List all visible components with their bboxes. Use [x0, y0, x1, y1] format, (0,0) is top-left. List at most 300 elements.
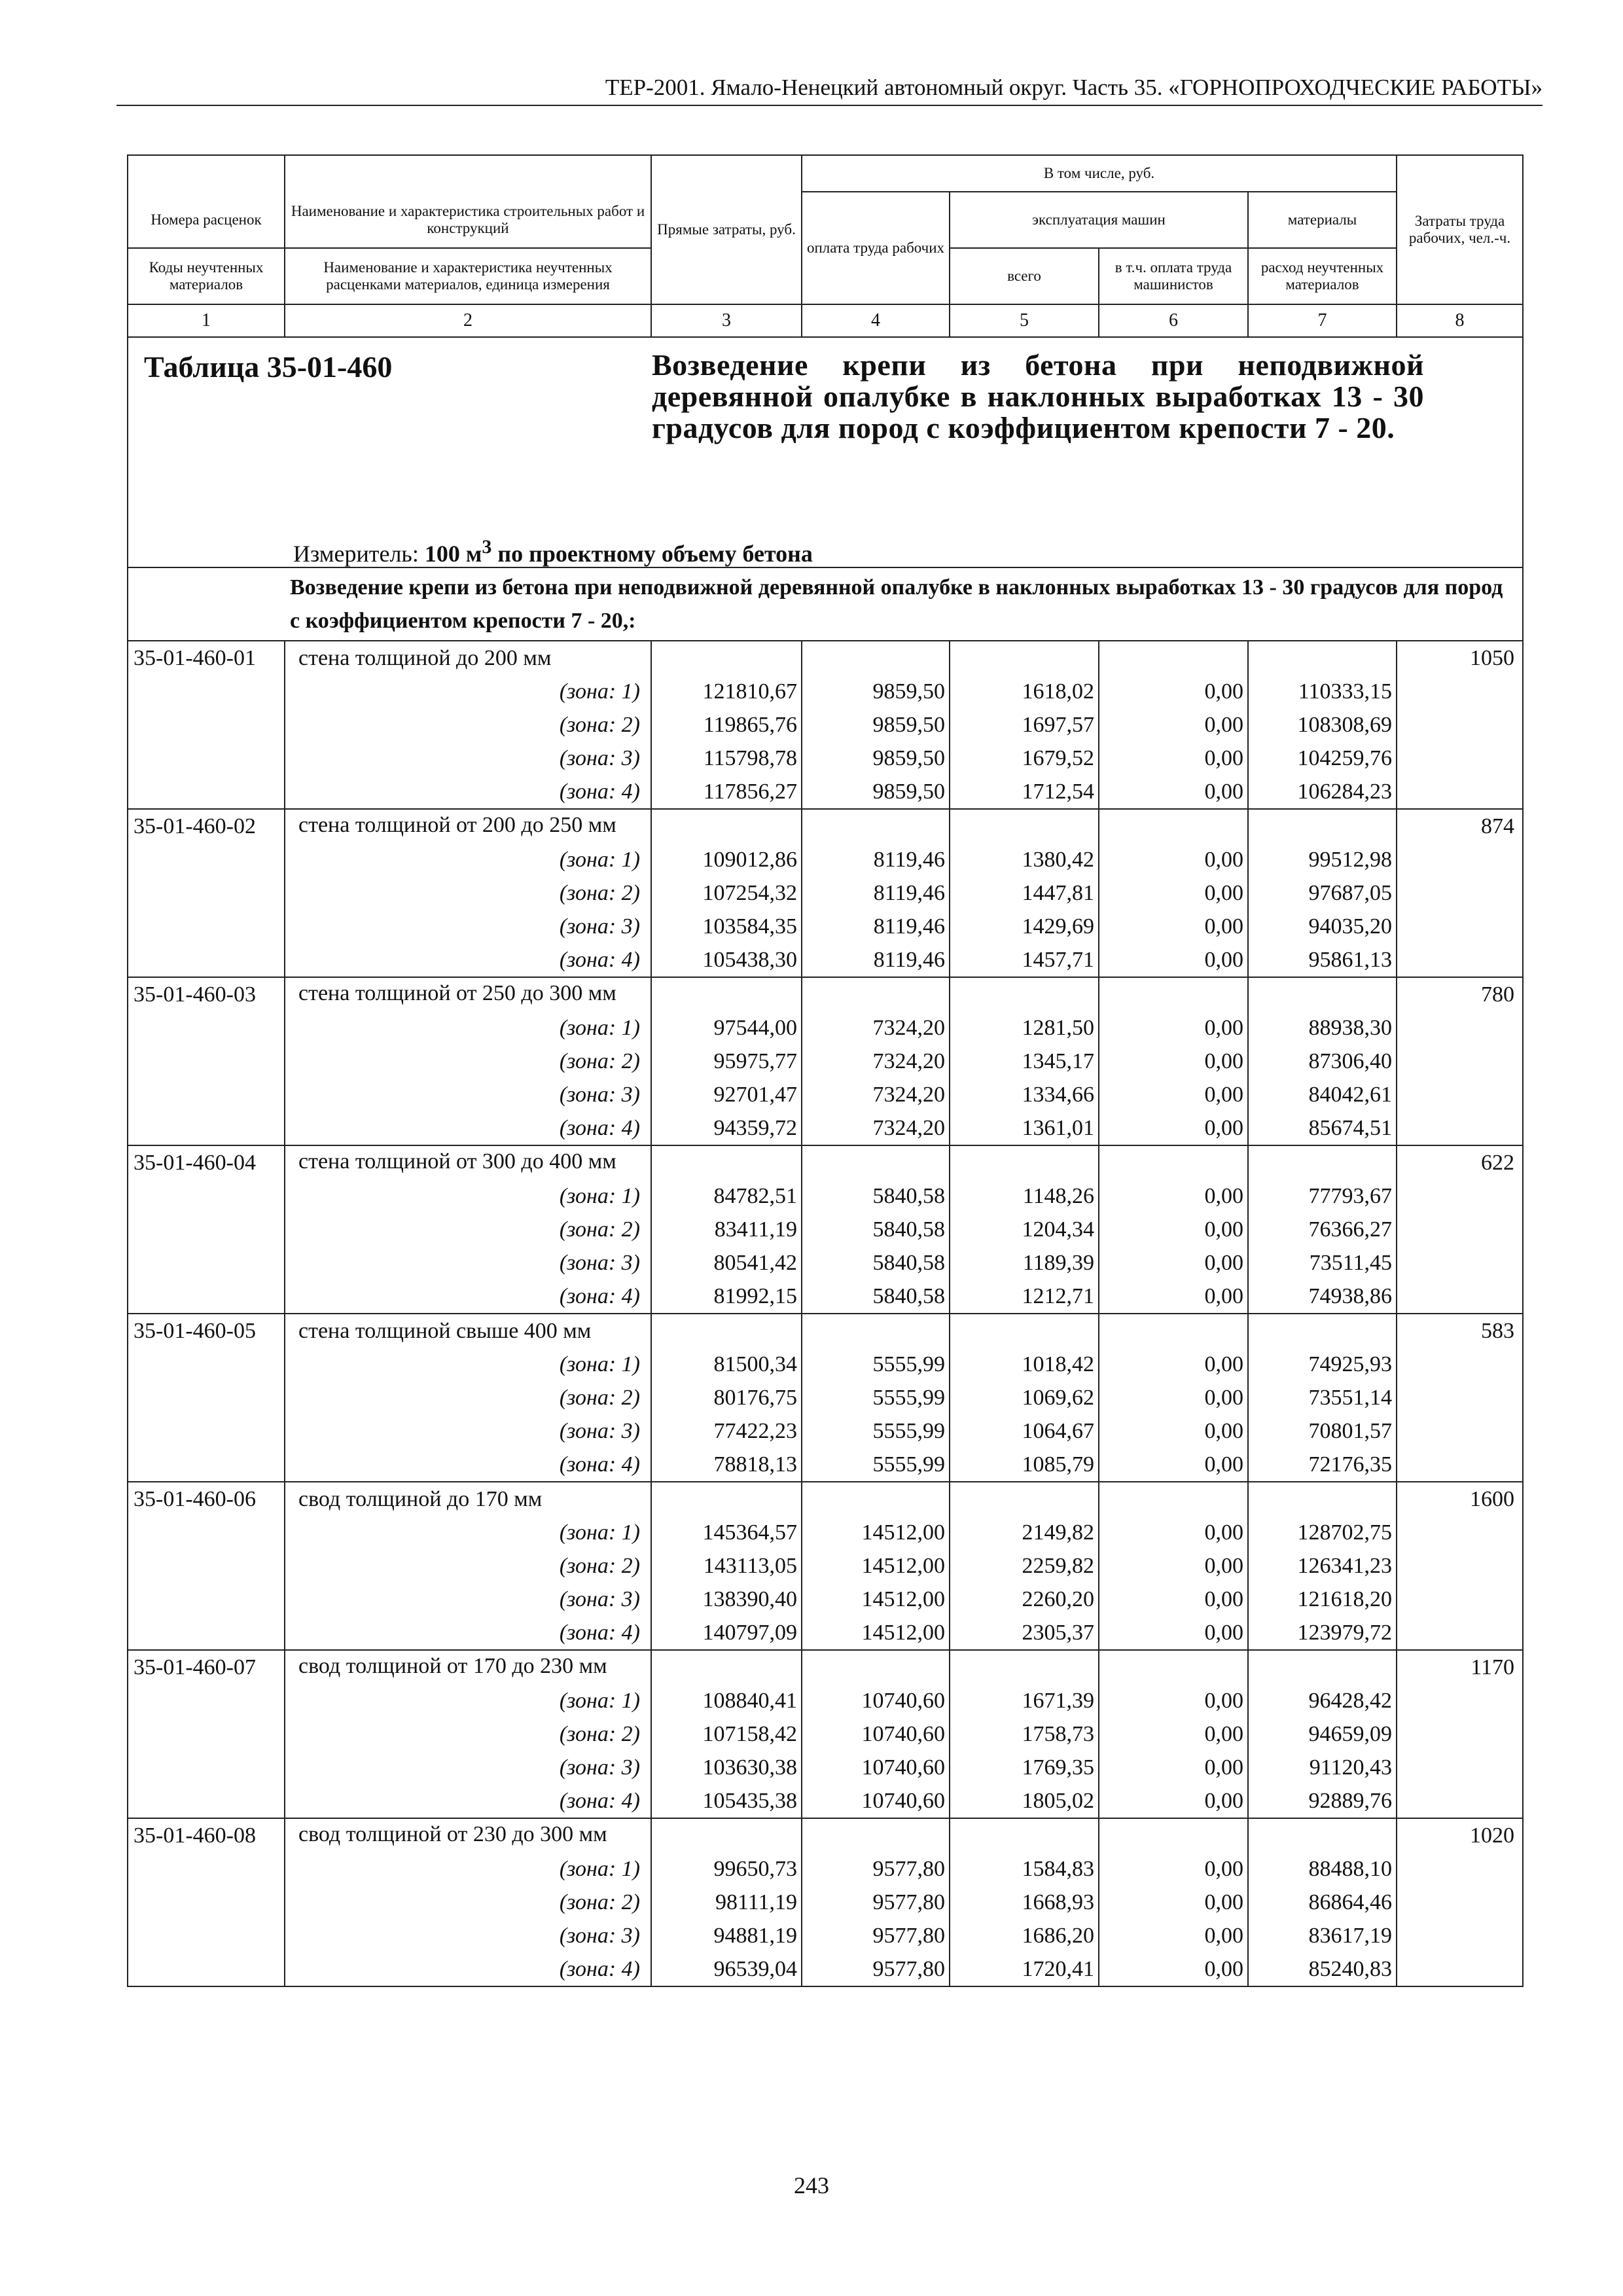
work-name: стена толщиной свыше 400 мм [285, 1314, 651, 1348]
rate-item-row [128, 1818, 1523, 1852]
materials-total: 88938,30 [1248, 1011, 1397, 1045]
operator-wages: 0,00 [1099, 1246, 1248, 1280]
zone-row [128, 843, 1523, 876]
empty-cell [950, 641, 1099, 675]
materials-total: 110333,15 [1248, 675, 1397, 708]
price-table [127, 154, 1524, 1987]
empty-cell [950, 977, 1099, 1011]
machine-total: 1686,20 [950, 1919, 1099, 1952]
zone-label: (зона: 2) [285, 876, 651, 910]
empty-cell [128, 708, 285, 742]
header-machine-total: всего [950, 248, 1099, 304]
operator-wages: 0,00 [1099, 1784, 1248, 1818]
header-unaccounted-codes: Коды неучтенных материалов [128, 248, 285, 304]
machine-total: 1069,62 [950, 1381, 1099, 1414]
zone-label: (зона: 4) [285, 1280, 651, 1314]
empty-cell [128, 1045, 285, 1078]
empty-cell [802, 1314, 950, 1348]
worker-wages: 8119,46 [802, 876, 950, 910]
column-number: 8 [1397, 304, 1523, 337]
machine-total: 1064,67 [950, 1414, 1099, 1448]
machine-total: 1447,81 [950, 876, 1099, 910]
empty-cell [1397, 742, 1523, 775]
direct-costs: 94881,19 [651, 1919, 802, 1952]
machine-total: 1212,71 [950, 1280, 1099, 1314]
machine-total: 1361,01 [950, 1111, 1099, 1145]
zone-row [128, 1045, 1523, 1078]
empty-cell [128, 1381, 285, 1414]
direct-costs: 115798,78 [651, 742, 802, 775]
direct-costs: 96539,04 [651, 1952, 802, 1986]
zone-row [128, 876, 1523, 910]
zone-label: (зона: 4) [285, 1784, 651, 1818]
rate-item-row [128, 1650, 1523, 1684]
rate-code: 35-01-460-04 [128, 1145, 285, 1179]
header-rate-numbers: Номера расценок [128, 192, 285, 248]
empty-cell [128, 1886, 285, 1919]
labor-cost: 1170 [1397, 1650, 1523, 1684]
empty-cell [1397, 708, 1523, 742]
operator-wages: 0,00 [1099, 1684, 1248, 1717]
direct-costs: 81500,34 [651, 1348, 802, 1381]
direct-costs: 105438,30 [651, 943, 802, 977]
empty-cell [802, 641, 950, 675]
zone-label: (зона: 1) [285, 1516, 651, 1549]
direct-costs: 121810,67 [651, 675, 802, 708]
machine-total: 1334,66 [950, 1078, 1099, 1111]
empty-cell [1397, 1179, 1523, 1213]
operator-wages: 0,00 [1099, 1213, 1248, 1246]
direct-costs: 77422,23 [651, 1414, 802, 1448]
empty-cell [950, 1145, 1099, 1179]
direct-costs: 109012,86 [651, 843, 802, 876]
empty-cell [128, 1717, 285, 1751]
zone-label: (зона: 2) [285, 1213, 651, 1246]
worker-wages: 8119,46 [802, 843, 950, 876]
empty-cell [1248, 641, 1397, 675]
rate-code: 35-01-460-06 [128, 1482, 285, 1516]
operator-wages: 0,00 [1099, 1549, 1248, 1583]
empty-cell [1397, 1684, 1523, 1717]
worker-wages: 5555,99 [802, 1381, 950, 1414]
empty-cell [950, 1482, 1099, 1516]
zone-label: (зона: 3) [285, 910, 651, 943]
zone-label: (зона: 2) [285, 1045, 651, 1078]
worker-wages: 10740,60 [802, 1751, 950, 1784]
materials-total: 94659,09 [1248, 1717, 1397, 1751]
materials-total: 95861,13 [1248, 943, 1397, 977]
zone-row [128, 1784, 1523, 1818]
direct-costs: 94359,72 [651, 1111, 802, 1145]
zone-row [128, 775, 1523, 809]
direct-costs: 103584,35 [651, 910, 802, 943]
rate-item-row [128, 1482, 1523, 1516]
zone-label: (зона: 3) [285, 1414, 651, 1448]
empty-cell [1397, 1919, 1523, 1952]
direct-costs: 84782,51 [651, 1179, 802, 1213]
direct-costs: 103630,38 [651, 1751, 802, 1784]
machine-total: 1204,34 [950, 1213, 1099, 1246]
rate-item-row [128, 1145, 1523, 1179]
zone-row [128, 708, 1523, 742]
empty-cell [128, 843, 285, 876]
empty-cell [950, 1650, 1099, 1684]
zone-label: (зона: 1) [285, 1684, 651, 1717]
empty-cell [1397, 1246, 1523, 1280]
empty-cell [128, 1549, 285, 1583]
worker-wages: 14512,00 [802, 1516, 950, 1549]
materials-total: 94035,20 [1248, 910, 1397, 943]
materials-total: 126341,23 [1248, 1549, 1397, 1583]
worker-wages: 8119,46 [802, 943, 950, 977]
materials-total: 108308,69 [1248, 708, 1397, 742]
header-worker-wages: оплата труда рабочих [802, 192, 950, 304]
operator-wages: 0,00 [1099, 1852, 1248, 1886]
zone-label: (зона: 2) [285, 708, 651, 742]
column-number: 3 [651, 304, 802, 337]
empty-cell [128, 1583, 285, 1616]
direct-costs: 99650,73 [651, 1852, 802, 1886]
operator-wages: 0,00 [1099, 1078, 1248, 1111]
zone-label: (зона: 3) [285, 1078, 651, 1111]
worker-wages: 9859,50 [802, 775, 950, 809]
machine-total: 2149,82 [950, 1516, 1099, 1549]
header-operator-wages: в т.ч. оплата труда машинистов [1099, 248, 1248, 304]
empty-cell [1397, 943, 1523, 977]
machine-total: 1769,35 [950, 1751, 1099, 1784]
zone-row [128, 1111, 1523, 1145]
zone-label: (зона: 4) [285, 775, 651, 809]
operator-wages: 0,00 [1099, 876, 1248, 910]
zone-label: (зона: 1) [285, 1348, 651, 1381]
direct-costs: 119865,76 [651, 708, 802, 742]
header-unaccounted-consumption: расход неучтенных материалов [1248, 248, 1397, 304]
direct-costs: 95975,77 [651, 1045, 802, 1078]
materials-total: 87306,40 [1248, 1045, 1397, 1078]
machine-total: 1429,69 [950, 910, 1099, 943]
operator-wages: 0,00 [1099, 1751, 1248, 1784]
operator-wages: 0,00 [1099, 1111, 1248, 1145]
header-labor-costs: Затраты труда рабочих, чел.-ч. [1397, 155, 1523, 304]
operator-wages: 0,00 [1099, 1414, 1248, 1448]
empty-cell [1397, 1852, 1523, 1886]
machine-total: 1720,41 [950, 1952, 1099, 1986]
worker-wages: 9859,50 [802, 675, 950, 708]
machine-total: 1345,17 [950, 1045, 1099, 1078]
empty-cell [1099, 977, 1248, 1011]
operator-wages: 0,00 [1099, 708, 1248, 742]
work-name: стена толщиной от 300 до 400 мм [285, 1145, 651, 1179]
worker-wages: 9577,80 [802, 1886, 950, 1919]
empty-cell [1397, 675, 1523, 708]
empty-cell [128, 1852, 285, 1886]
materials-total: 86864,46 [1248, 1886, 1397, 1919]
empty-cell [1099, 1650, 1248, 1684]
empty-cell [128, 1448, 285, 1482]
empty-cell [1248, 1145, 1397, 1179]
column-number: 5 [950, 304, 1099, 337]
labor-cost: 583 [1397, 1314, 1523, 1348]
operator-wages: 0,00 [1099, 1011, 1248, 1045]
empty-cell [128, 1348, 285, 1381]
materials-total: 85240,83 [1248, 1952, 1397, 1986]
section-blank [128, 567, 285, 641]
direct-costs: 83411,19 [651, 1213, 802, 1246]
materials-total: 83617,19 [1248, 1919, 1397, 1952]
work-name: стена толщиной до 200 мм [285, 641, 651, 675]
empty-cell [1397, 1616, 1523, 1650]
empty-cell [128, 1111, 285, 1145]
worker-wages: 10740,60 [802, 1684, 950, 1717]
column-number: 7 [1248, 304, 1397, 337]
worker-wages: 10740,60 [802, 1717, 950, 1751]
worker-wages: 9859,50 [802, 708, 950, 742]
empty-cell [128, 943, 285, 977]
machine-total: 2305,37 [950, 1616, 1099, 1650]
machine-total: 1457,71 [950, 943, 1099, 977]
worker-wages: 14512,00 [802, 1616, 950, 1650]
direct-costs: 80541,42 [651, 1246, 802, 1280]
empty-cell [128, 1011, 285, 1045]
materials-total: 104259,76 [1248, 742, 1397, 775]
zone-row [128, 1751, 1523, 1784]
header-materials: материалы [1248, 192, 1397, 248]
zone-label: (зона: 3) [285, 1751, 651, 1784]
worker-wages: 5555,99 [802, 1448, 950, 1482]
operator-wages: 0,00 [1099, 910, 1248, 943]
rate-code: 35-01-460-08 [128, 1818, 285, 1852]
empty-cell [802, 1818, 950, 1852]
worker-wages: 9859,50 [802, 742, 950, 775]
worker-wages: 7324,20 [802, 1078, 950, 1111]
empty-cell [128, 1516, 285, 1549]
rate-code: 35-01-460-05 [128, 1314, 285, 1348]
operator-wages: 0,00 [1099, 1179, 1248, 1213]
zone-label: (зона: 3) [285, 1919, 651, 1952]
labor-cost: 780 [1397, 977, 1523, 1011]
empty-cell [128, 1213, 285, 1246]
empty-cell [802, 1482, 950, 1516]
measure-label: Измеритель: [293, 541, 419, 567]
zone-row [128, 1448, 1523, 1482]
materials-total: 123979,72 [1248, 1616, 1397, 1650]
zone-row [128, 1078, 1523, 1111]
running-header: ТЕР-2001. Ямало-Ненецкий автономный округ. Часть 35. «ГОРНОПРОХОДЧЕСКИЕ РАБОТЫ» [116, 71, 1543, 106]
materials-total: 84042,61 [1248, 1078, 1397, 1111]
zone-row [128, 1684, 1523, 1717]
machine-total: 1712,54 [950, 775, 1099, 809]
empty-cell [950, 1818, 1099, 1852]
machine-total: 1018,42 [950, 1348, 1099, 1381]
empty-cell [1397, 1886, 1523, 1919]
zone-label: (зона: 1) [285, 1011, 651, 1045]
empty-cell [1397, 1583, 1523, 1616]
zone-label: (зона: 4) [285, 1952, 651, 1986]
materials-total: 128702,75 [1248, 1516, 1397, 1549]
empty-cell [1397, 1549, 1523, 1583]
column-number: 4 [802, 304, 950, 337]
zone-label: (зона: 1) [285, 675, 651, 708]
direct-costs: 78818,13 [651, 1448, 802, 1482]
rate-item-row [128, 641, 1523, 675]
operator-wages: 0,00 [1099, 1616, 1248, 1650]
zone-row [128, 1246, 1523, 1280]
empty-cell [128, 1616, 285, 1650]
header-machine-operation: эксплуатация машин [950, 192, 1248, 248]
zone-label: (зона: 2) [285, 1549, 651, 1583]
empty-cell [1099, 1482, 1248, 1516]
empty-cell [1397, 1381, 1523, 1414]
machine-total: 2259,82 [950, 1549, 1099, 1583]
rate-item-row [128, 809, 1523, 843]
rate-code: 35-01-460-03 [128, 977, 285, 1011]
empty-cell [651, 1314, 802, 1348]
empty-cell [1397, 1952, 1523, 1986]
zone-label: (зона: 4) [285, 1616, 651, 1650]
work-name: стена толщиной от 250 до 300 мм [285, 977, 651, 1011]
empty-cell [128, 1280, 285, 1314]
section-title: Возведение крепи из бетона при неподвижной деревянной опалубке в наклонных выработках 13 - 30 градусов для пород с коэффициентом крепости 7 - 20,: [285, 567, 1523, 641]
empty-cell [128, 1751, 285, 1784]
empty-cell [1397, 843, 1523, 876]
worker-wages: 8119,46 [802, 910, 950, 943]
direct-costs: 97544,00 [651, 1011, 802, 1045]
worker-wages: 9577,80 [802, 1952, 950, 1986]
operator-wages: 0,00 [1099, 1448, 1248, 1482]
empty-cell [1397, 1414, 1523, 1448]
empty-cell [651, 977, 802, 1011]
materials-total: 72176,35 [1248, 1448, 1397, 1482]
empty-cell [1099, 1145, 1248, 1179]
empty-cell [1397, 1784, 1523, 1818]
column-number: 1 [128, 304, 285, 337]
zone-label: (зона: 4) [285, 1111, 651, 1145]
zone-row [128, 1952, 1523, 1986]
materials-total: 96428,42 [1248, 1684, 1397, 1717]
empty-cell [802, 1650, 950, 1684]
machine-total: 1380,42 [950, 843, 1099, 876]
zone-label: (зона: 3) [285, 1583, 651, 1616]
zone-row [128, 1213, 1523, 1246]
empty-cell [651, 1650, 802, 1684]
empty-cell [128, 876, 285, 910]
empty-cell [1248, 1314, 1397, 1348]
materials-total: 121618,20 [1248, 1583, 1397, 1616]
rate-code: 35-01-460-02 [128, 809, 285, 843]
materials-total: 73511,45 [1248, 1246, 1397, 1280]
worker-wages: 7324,20 [802, 1111, 950, 1145]
header-direct-costs: Прямые затраты, руб. [651, 155, 802, 304]
worker-wages: 9577,80 [802, 1852, 950, 1886]
labor-cost: 1050 [1397, 641, 1523, 675]
labor-cost: 1020 [1397, 1818, 1523, 1852]
empty-cell [1248, 977, 1397, 1011]
zone-row [128, 1583, 1523, 1616]
header-in-total: В том числе, руб. [802, 155, 1397, 192]
machine-total: 1085,79 [950, 1448, 1099, 1482]
empty-cell [128, 1078, 285, 1111]
zone-label: (зона: 1) [285, 1852, 651, 1886]
page-number: 243 [794, 2172, 829, 2198]
zone-row [128, 1616, 1523, 1650]
empty-cell [128, 1919, 285, 1952]
machine-total: 1758,73 [950, 1717, 1099, 1751]
zone-row [128, 910, 1523, 943]
empty-cell [128, 775, 285, 809]
empty-cell [1397, 1280, 1523, 1314]
zone-row [128, 1549, 1523, 1583]
empty-cell [1248, 1650, 1397, 1684]
zone-row [128, 1179, 1523, 1213]
worker-wages: 7324,20 [802, 1011, 950, 1045]
labor-cost: 622 [1397, 1145, 1523, 1179]
zone-label: (зона: 4) [285, 943, 651, 977]
empty-cell [1397, 775, 1523, 809]
measure-unit [293, 534, 813, 567]
empty-cell [128, 1179, 285, 1213]
empty-cell [651, 809, 802, 843]
operator-wages: 0,00 [1099, 1045, 1248, 1078]
direct-costs: 80176,75 [651, 1381, 802, 1414]
zone-label: (зона: 3) [285, 742, 651, 775]
direct-costs: 105435,38 [651, 1784, 802, 1818]
empty-cell [1248, 1482, 1397, 1516]
materials-total: 73551,14 [1248, 1381, 1397, 1414]
empty-cell [1099, 1818, 1248, 1852]
empty-cell [1397, 1516, 1523, 1549]
direct-costs: 138390,40 [651, 1583, 802, 1616]
operator-wages: 0,00 [1099, 1381, 1248, 1414]
operator-wages: 0,00 [1099, 843, 1248, 876]
direct-costs: 108840,41 [651, 1684, 802, 1717]
machine-total: 1189,39 [950, 1246, 1099, 1280]
empty-cell [802, 977, 950, 1011]
direct-costs: 98111,19 [651, 1886, 802, 1919]
direct-costs: 140797,09 [651, 1616, 802, 1650]
machine-total: 1618,02 [950, 675, 1099, 708]
zone-row [128, 742, 1523, 775]
empty-cell [128, 1784, 285, 1818]
rate-code: 35-01-460-01 [128, 641, 285, 675]
empty-cell [1397, 1213, 1523, 1246]
worker-wages: 10740,60 [802, 1784, 950, 1818]
operator-wages: 0,00 [1099, 1886, 1248, 1919]
operator-wages: 0,00 [1099, 1583, 1248, 1616]
worker-wages: 14512,00 [802, 1583, 950, 1616]
table-intro [128, 337, 1523, 567]
operator-wages: 0,00 [1099, 775, 1248, 809]
operator-wages: 0,00 [1099, 1919, 1248, 1952]
materials-total: 77793,67 [1248, 1179, 1397, 1213]
column-number: 2 [285, 304, 651, 337]
measure-value: 100 $м^3$ по проектному объему бетона [424, 536, 813, 567]
empty-cell [651, 1482, 802, 1516]
zone-row [128, 1280, 1523, 1314]
zone-row [128, 1919, 1523, 1952]
direct-costs: 145364,57 [651, 1516, 802, 1549]
rate-code: 35-01-460-07 [128, 1650, 285, 1684]
operator-wages: 0,00 [1099, 1952, 1248, 1986]
machine-total: 1584,83 [950, 1852, 1099, 1886]
empty-cell [1099, 641, 1248, 675]
materials-total: 99512,98 [1248, 843, 1397, 876]
materials-total: 92889,76 [1248, 1784, 1397, 1818]
empty-cell [1397, 1751, 1523, 1784]
zone-row [128, 1348, 1523, 1381]
zone-row [128, 1381, 1523, 1414]
zone-row [128, 1011, 1523, 1045]
worker-wages: 14512,00 [802, 1549, 950, 1583]
